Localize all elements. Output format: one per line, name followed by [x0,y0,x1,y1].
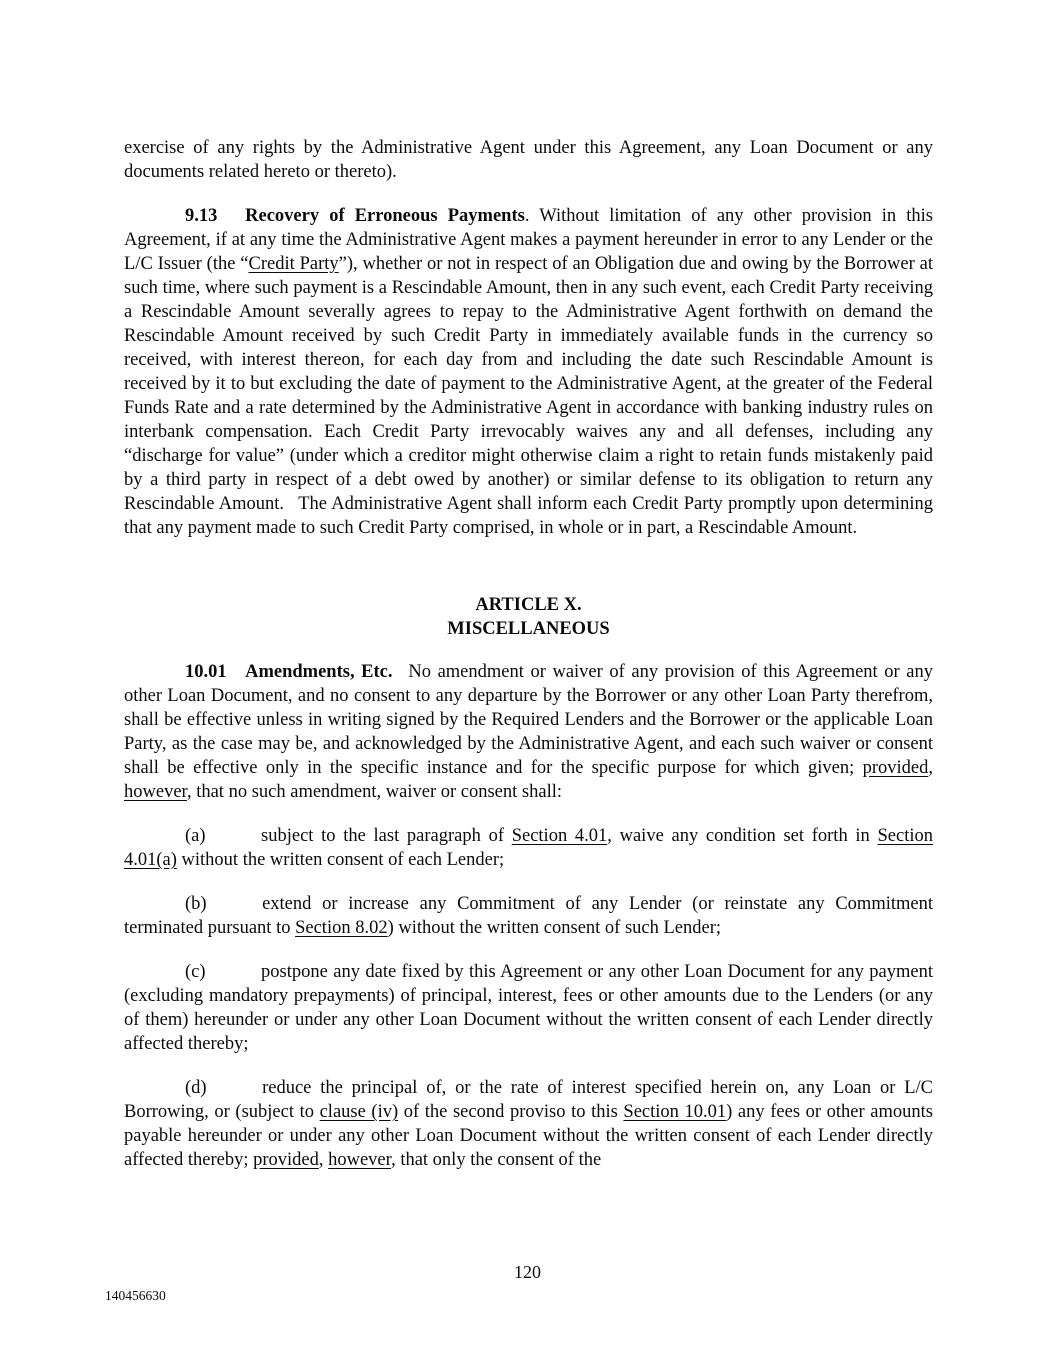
page-number: 120 [514,1262,541,1282]
article-heading [124,593,933,641]
document-body [124,136,933,1172]
clause-a-paragraph: (a) subject to the last paragraph of Section 4.01, waive any condition set forth in Section 4.01(a) without the written consent of each Lender; [124,826,933,870]
clause-d-paragraph: (d) reduce the principal of, or the rate of interest specified herein on, any Loan or L/C Borrowing, or (subject to clause (iv) of the second proviso to this Section 10.01) any fees or other amounts payable hereunder or under any other Loan Document without the written consent of each Lender directly affected thereby; provided, however, that only the consent of the [124,1078,933,1170]
article-title-heading: MISCELLANEOUS [447,619,610,639]
document-id-footer: 140456630 [105,1288,166,1303]
section-9-13-paragraph: 9.13 Recovery of Erroneous Payments. Without limitation of any other provision in this Agreement, if at any time the Administrative Agent makes a payment hereunder in error to any Lender or the L/C Issuer (the “Credit Party”), whether or not in respect of an Obligation due and owing by the Borrower at such time, where such payment is a Rescindable Amount, then in any such event, each Credit Party receiving a Rescindable Amount severally agrees to repay to the Administrative Agent forthwith on demand the Rescindable Amount received by such Credit Party in immediately available funds in the currency so received, with interest thereon, for each day from and including the date such Rescindable Amount is received by it to but excluding the date of payment to the Administrative Agent, at the greater of the Federal Funds Rate and a rate determined by the Administrative Agent in accordance with banking industry rules on interbank compensation. Each Credit Party irrevocably waives any and all defenses, including any “discharge for value” (under which a creditor might otherwise claim a right to retain funds mistakenly paid by a third party in respect of a debt owed by another) or similar defense to its obligation to return any Rescindable Amount. The Administrative Agent shall inform each Credit Party promptly upon determining that any payment made to such Credit Party comprised, in whole or in part, a Rescindable Amount. [124,206,934,538]
section-10-01-paragraph: 10.01 Amendments, Etc. No amendment or waiver of any provision of this Agreement or any other Loan Document, and no consent to any departure by the Borrower or any other Loan Party therefrom, shall be effective unless in writing signed by the Required Lenders and the Borrower or the applicable Loan Party, as the case may be, and acknowledged by the Administrative Agent, and each such waiver or consent shall be effective only in the specific instance and for the specific purpose for which given; provided, however, that no such amendment, waiver or consent shall: [124,662,933,802]
clause-c-paragraph: (c) postpone any date fixed by this Agreement or any other Loan Document for any payment (excluding mandatory prepayments) of principal, interest, fees or other amounts due to the Lenders (or any of them) hereunder or under any other Loan Document without the written consent of each Lender directly affected thereby; [124,962,933,1054]
clause-b-paragraph: (b) extend or increase any Commitment of any Lender (or reinstate any Commitment terminated pursuant to Section 8.02) without the written consent of such Lender; [124,894,933,938]
paragraph-continuation: exercise of any rights by the Administrative Agent under this Agreement, any Loan Document or any documents related hereto or thereto). [124,138,933,182]
article-number-heading: ARTICLE X. [475,595,582,615]
